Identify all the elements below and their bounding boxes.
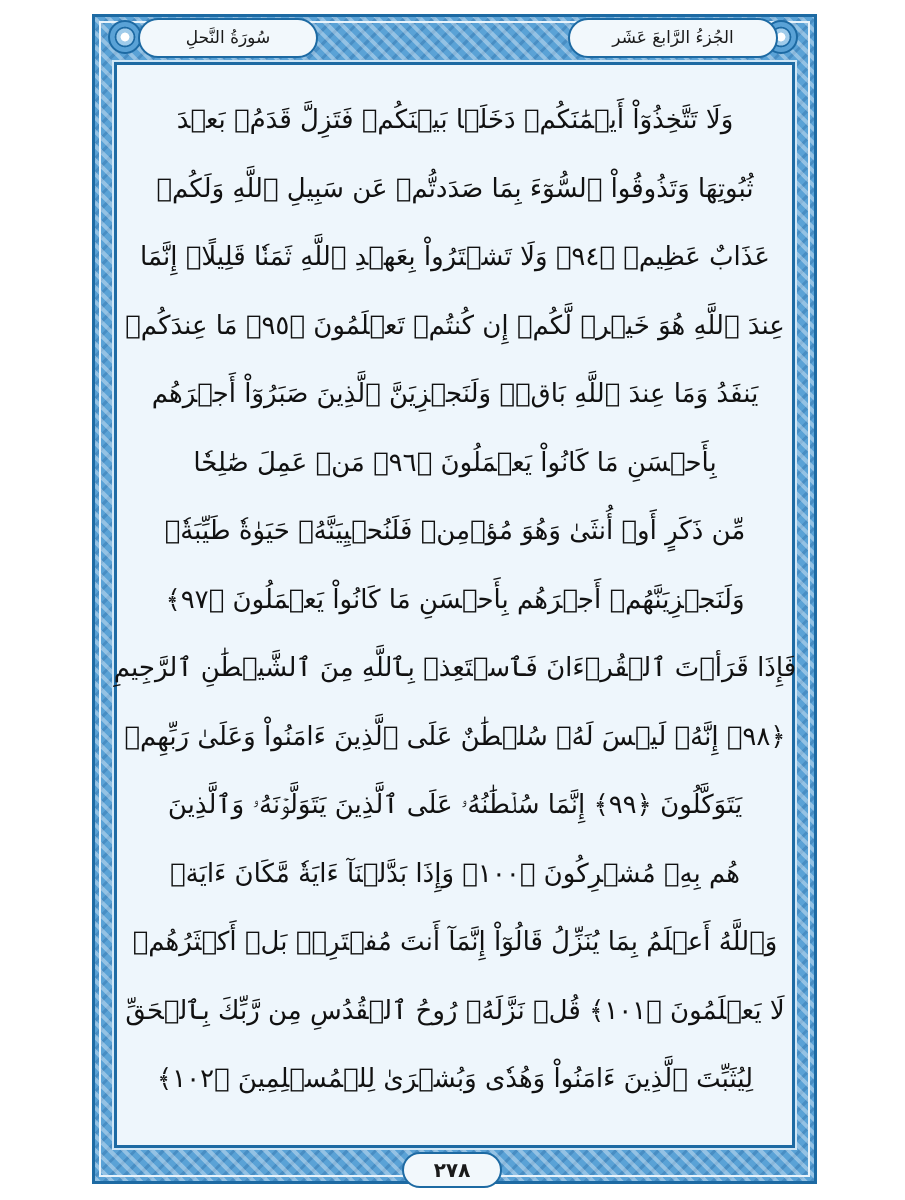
- text-line-6: بِأَحۡسَنِ مَا كَانُواْ يَعۡمَلُونَ ﴿٩٦﴾ مَنۡ عَمِلَ صَٰلِحٗا: [193, 447, 717, 478]
- juz-header: الجُزءُ الرَّابعَ عَشَر: [568, 18, 778, 58]
- text-line-12: هُم بِهِۦ مُشۡرِكُونَ ﴿١٠٠﴾ وَإِذَا بَدَّلۡنَآ ءَايَةٗ مَّكَانَ ءَايَةٖ: [170, 858, 740, 889]
- surah-header: سُورَةُ النَّحلِ: [138, 18, 318, 58]
- text-line-14: لَا يَعۡلَمُونَ ﴿١٠١﴾ قُلۡ نَزَّلَهُۥ رُوحُ ٱلۡقُدُسِ مِن رَّبِّكَ بِٱلۡحَقِّ: [125, 995, 785, 1026]
- quran-text-block: [113, 86, 797, 1114]
- text-line-11: يَتَوَكَّلُونَ ﴿٩٩﴾ إِنَّمَا سُلۡطَٰنُهُۥ عَلَى ٱلَّذِينَ يَتَوَلَّوۡنَهُۥ وَٱلَّذِينَ: [167, 789, 743, 820]
- text-line-3: عَذَابٌ عَظِيمٞ ﴿٩٤﴾ وَلَا تَشۡتَرُواْ بِعَهۡدِ ٱللَّهِ ثَمَنٗا قَلِيلًاۚ إِنَّمَا: [140, 242, 770, 273]
- text-line-10: ﴿٩٨﴾ إِنَّهُۥ لَيۡسَ لَهُۥ سُلۡطَٰنٌ عَلَى ٱلَّذِينَ ءَامَنُواْ وَعَلَىٰ رَبِّهِمۡ: [124, 721, 786, 752]
- text-line-13: وَٱللَّهُ أَعۡلَمُ بِمَا يُنَزِّلُ قَالُوٓاْ إِنَّمَآ أَنتَ مُفۡتَرِۭۚ بَلۡ أَكۡثَرُهُمۡ: [132, 927, 778, 958]
- text-line-9: فَإِذَا قَرَأۡتَ ٱلۡقُرۡءَانَ فَٱسۡتَعِذۡ بِٱللَّهِ مِنَ ٱلشَّيۡطَٰنِ ٱلرَّجِيمِ: [113, 653, 797, 684]
- text-line-4: عِندَ ٱللَّهِ هُوَ خَيۡرٞ لَّكُمۡ إِن كُنتُمۡ تَعۡلَمُونَ ﴿٩٥﴾ مَا عِندَكُمۡ: [125, 310, 785, 341]
- text-line-7: مِّن ذَكَرٍ أَوۡ أُنثَىٰ وَهُوَ مُؤۡمِنٞ فَلَنُحۡيِيَنَّهُۥ حَيَوٰةٗ طَيِّبَةٗۖ: [164, 516, 746, 547]
- page-number: ٢٧٨: [402, 1152, 502, 1188]
- text-line-8: وَلَنَجۡزِيَنَّهُمۡ أَجۡرَهُم بِأَحۡسَنِ مَا كَانُواْ يَعۡمَلُونَ ﴿٩٧﴾: [165, 584, 745, 615]
- text-line-15: لِيُثَبِّتَ ٱلَّذِينَ ءَامَنُواْ وَهُدٗى وَبُشۡرَىٰ لِلۡمُسۡلِمِينَ ﴿١٠٢﴾: [156, 1064, 754, 1095]
- text-line-5: يَنفَدُ وَمَا عِندَ ٱللَّهِ بَاقٖۗ وَلَنَجۡزِيَنَّ ٱلَّذِينَ صَبَرُوٓاْ أَجۡرَهُم: [151, 379, 759, 410]
- corner-rosette-left: [108, 20, 142, 54]
- text-line-2: ثُبُوتِهَا وَتَذُوقُواْ ٱلسُّوٓءَ بِمَا صَدَدتُّمۡ عَن سَبِيلِ ٱللَّهِ وَلَكُمۡ: [156, 173, 754, 204]
- text-line-1: وَلَا تَتَّخِذُوٓاْ أَيۡمَٰنَكُمۡ دَخَلَۢا بَيۡنَكُمۡ فَتَزِلَّ قَدَمُۢ بَعۡدَ: [176, 105, 734, 136]
